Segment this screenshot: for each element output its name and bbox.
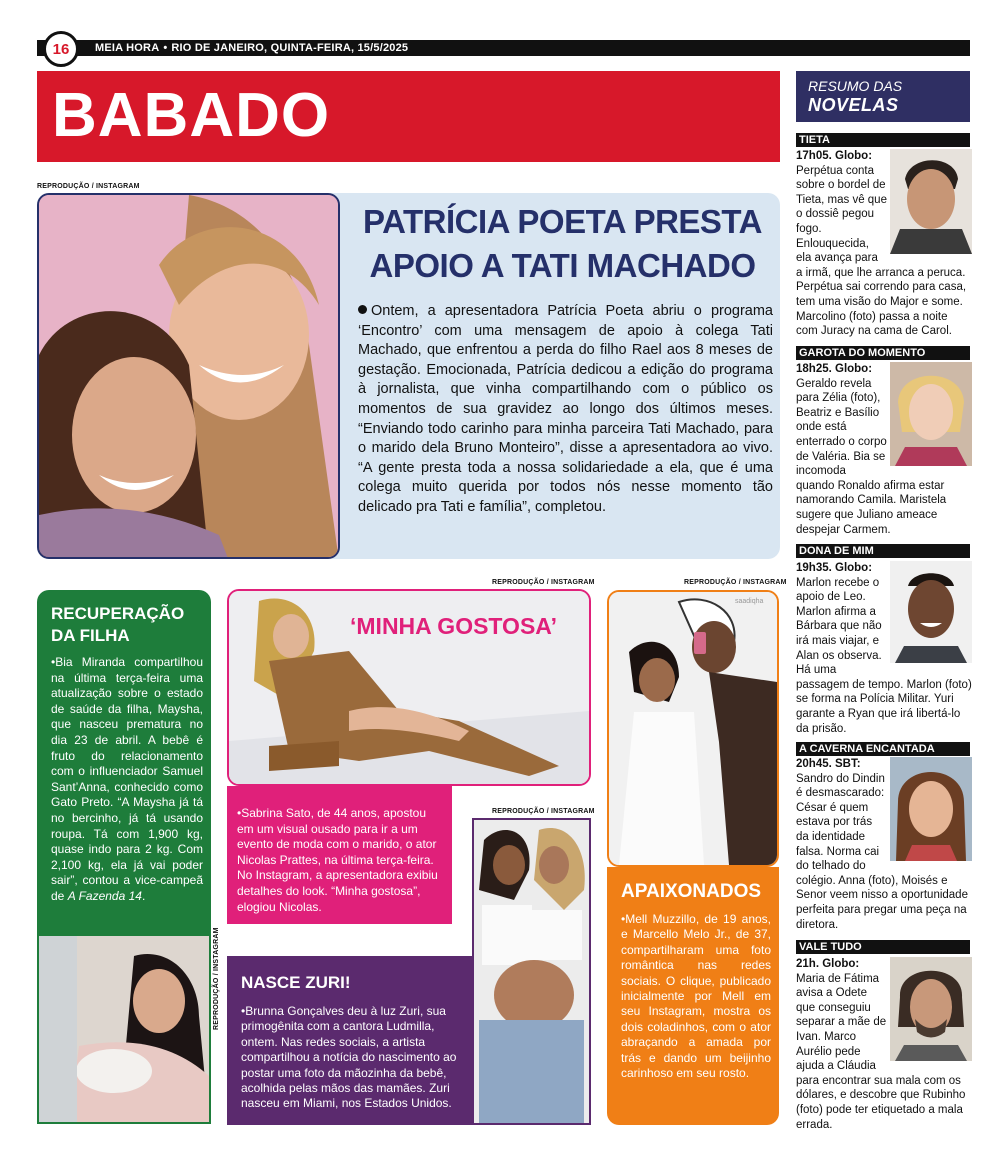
novela-text: Geraldo revela para Zélia (foto), Beatriz e Basílio onde está enterrado o corpo de Valéria. Bia se incomoda quando Ronaldo afirma estar namorando Camila. Maristela sugere que Juliano ameace despejar Carmem. [796,377,947,536]
photo-illustration [890,561,972,663]
novelas-header-big: NOVELAS [808,95,899,115]
nasce-zuri-body: •Brunna Gonçalves deu à luz Zuri, sua primogênita com a cantora Ludmilla, ontem. Nas redes sociais, a artista compartilhou a notícia do nascimento ao postar uma foto da mãozinha da bebê, acolhida pelas mãos das mamães. Zuri nasceu em Miami, nos Estados Unidos. [241,1004,457,1111]
nasce-zuri-title: NASCE ZURI! [241,973,351,992]
recuperacao-body [51,655,203,905]
photo-credit: REPRODUÇÃO / INSTAGRAM [492,579,595,586]
novela-photo [890,957,972,1063]
novela-name: GAROTA DO MOMENTO [796,346,970,360]
novela-summary [796,957,972,1132]
novela-text: Maria de Fátima avisa a Odete que conseguiu separar a mãe de Ivan. Marco Aurélio pede ajuda a Cláudia para encontrar sua mala com os dólares, e descobre que Rubinho (foto) pode ter etiquetado a mala errada. [796,972,966,1131]
novelas-header-small: RESUMO DAS [808,78,903,94]
novela-name: VALE TUDO [796,940,970,954]
novelas-header [796,71,970,122]
headline-line-1: PATRÍCIA POETA PRESTA [363,203,762,240]
novela-time: 19h35. Globo: [796,562,873,574]
main-story-body [358,302,773,518]
novela-summary [796,757,972,932]
apaixonados-title: APAIXONADOS [621,881,762,902]
novela-summary [796,362,972,537]
nasce-zuri-photo [472,818,591,1125]
bullet-icon [358,305,367,314]
main-story-text: Ontem, a apresentadora Patrícia Poeta abriu o programa ‘Encontro’ com uma mensagem de apoio à colega Tati Machado, que enfrentou a perda do filho Rael aos 8 meses de gestação. Emocionada, Patrícia dedicou a edição do programa à jornalista, que vinha compartilhando com o público os momentos de sua gravidez ao longo dos últimos meses. “Enviando todo carinho para minha parceira Tati Machado, para o marido dela Bruno Monteiro”, disse a apresentadora ao vivo. “A gente presta toda a nossa solidariedade a ela, que é uma colega muito querida por todos nós nesse momento tão delicado pra Tati e família”, completou. [358,303,773,515]
recuperacao-photo [37,934,211,1124]
novela-photo [890,362,972,466]
novela-name: TIETA [796,133,970,147]
photo-illustration [890,362,972,466]
apaixonados-body: •Mell Muzzillo, de 19 anos, e Marcello Melo Jr., de 37, compartilharam uma foto romântica nas redes sociais. O clique, publicado inicialmente por Mell em seu Instagram, mostra os dois coladinhos, com o ator abraçando a amada por trás e dando um beijinho carinhoso em seu rosto. [621,912,771,1081]
main-story-photo [37,193,340,559]
recuperacao-italic: A Fazenda 14 [67,888,142,903]
recuperacao-text: •Bia Miranda compartilhou na última terça-feira uma atualização sobre o estado de saúde da filha, Maysha, que nasceu prematura no dia 23 de abril. A bebê é fruto do relacionamento com o influenciador Samuel Sant’Anna, conhecido como Gato Preto. “A Maysha já tá no bercinho, já tá usando roupa. Tá com 1,900 kg, quase indo para 2 kg. Com 2,100 kg, ela já vai poder sair”, contou a vice-campeã de [51,655,203,903]
novela-text: Perpétua conta sobre o bordel de Tieta, mas vê que o dossiê pegou fogo. Enlouquecida, ela avança para a irmã, que lhe arranca a peruca. Perpétua sai correndo para casa, tem uma visão do Major e some. Marcolino (foto) passa a noite com Juracy na cama de Carol. [796,164,967,338]
photo-credit: REPRODUÇÃO / INSTAGRAM [684,579,787,586]
novela-time: 18h25. Globo: [796,363,873,375]
photo-watermark: saadiqha [735,598,764,605]
novela-time: 20h45. SBT: [796,758,861,770]
photo-illustration [890,757,972,861]
novela-name: DONA DE MIM [796,544,970,558]
novela-summary [796,561,972,736]
photo-illustration [890,957,972,1061]
novela-text: Sandro do Dindin é desmascarado: César é quem estava por trás da identidade falsa. Norma cai do telhado do colégio. Anna (foto), Moisés e Senor veem nisso a oportunidade perfeita para pregar uma peça na diretora. [796,772,968,931]
date-text: RIO DE JANEIRO, QUINTA-FEIRA, 15/5/2025 [171,42,409,54]
photo-credit: REPRODUÇÃO / INSTAGRAM [492,808,595,815]
page-number: 16 [43,31,79,67]
apaixonados-photo [607,590,779,867]
publication-name: MEIA HORA [95,42,160,54]
photo-credit-vertical: REPRODUÇÃO / INSTAGRAM [213,927,220,1030]
recuperacao-end: . [141,888,146,903]
novela-time: 21h. Globo: [796,958,860,970]
photo-illustration [890,149,972,254]
novela-photo [890,561,972,665]
recuperacao-title: RECUPERAÇÃO DA FILHA [51,604,185,645]
novela-summary [796,149,972,339]
photo-illustration [39,195,340,559]
headline-line-2: APOIO A TATI MACHADO [369,247,756,284]
photo-illustration [39,936,209,1122]
photo-illustration [474,820,589,1123]
dateline [95,41,408,55]
main-headline [350,200,775,288]
novela-photo [890,149,972,256]
novela-name: A CAVERNA ENCANTADA [796,742,970,756]
section-title: BABADO [52,81,331,150]
minha-gostosa-body: •Sabrina Sato, de 44 anos, apostou em um visual ousado para ir a um evento de moda com o marido, o ator Nicolas Prattes, na última terça-feira. No Instagram, a apresentadora exibiu detalhes do look. “Minha gostosa”, elogiou Nicolas. [237,806,438,914]
separator: • [163,42,168,54]
photo-credit: REPRODUÇÃO / INSTAGRAM [37,183,140,190]
photo-illustration [609,592,777,865]
novela-time: 17h05. Globo: [796,150,873,162]
novela-text: Marlon recebe o apoio de Leo. Marlon afirma a Bárbara que não irá mais viajar, e Alan os observa. Há uma passagem de tempo. Marlon (foto) se forma na Polícia Militar. Yuri garante a Ryan que irá libertá-lo da prisão. [796,576,972,735]
novela-photo [890,757,972,863]
minha-gostosa-title: ‘MINHA GOSTOSA’ [350,613,558,639]
